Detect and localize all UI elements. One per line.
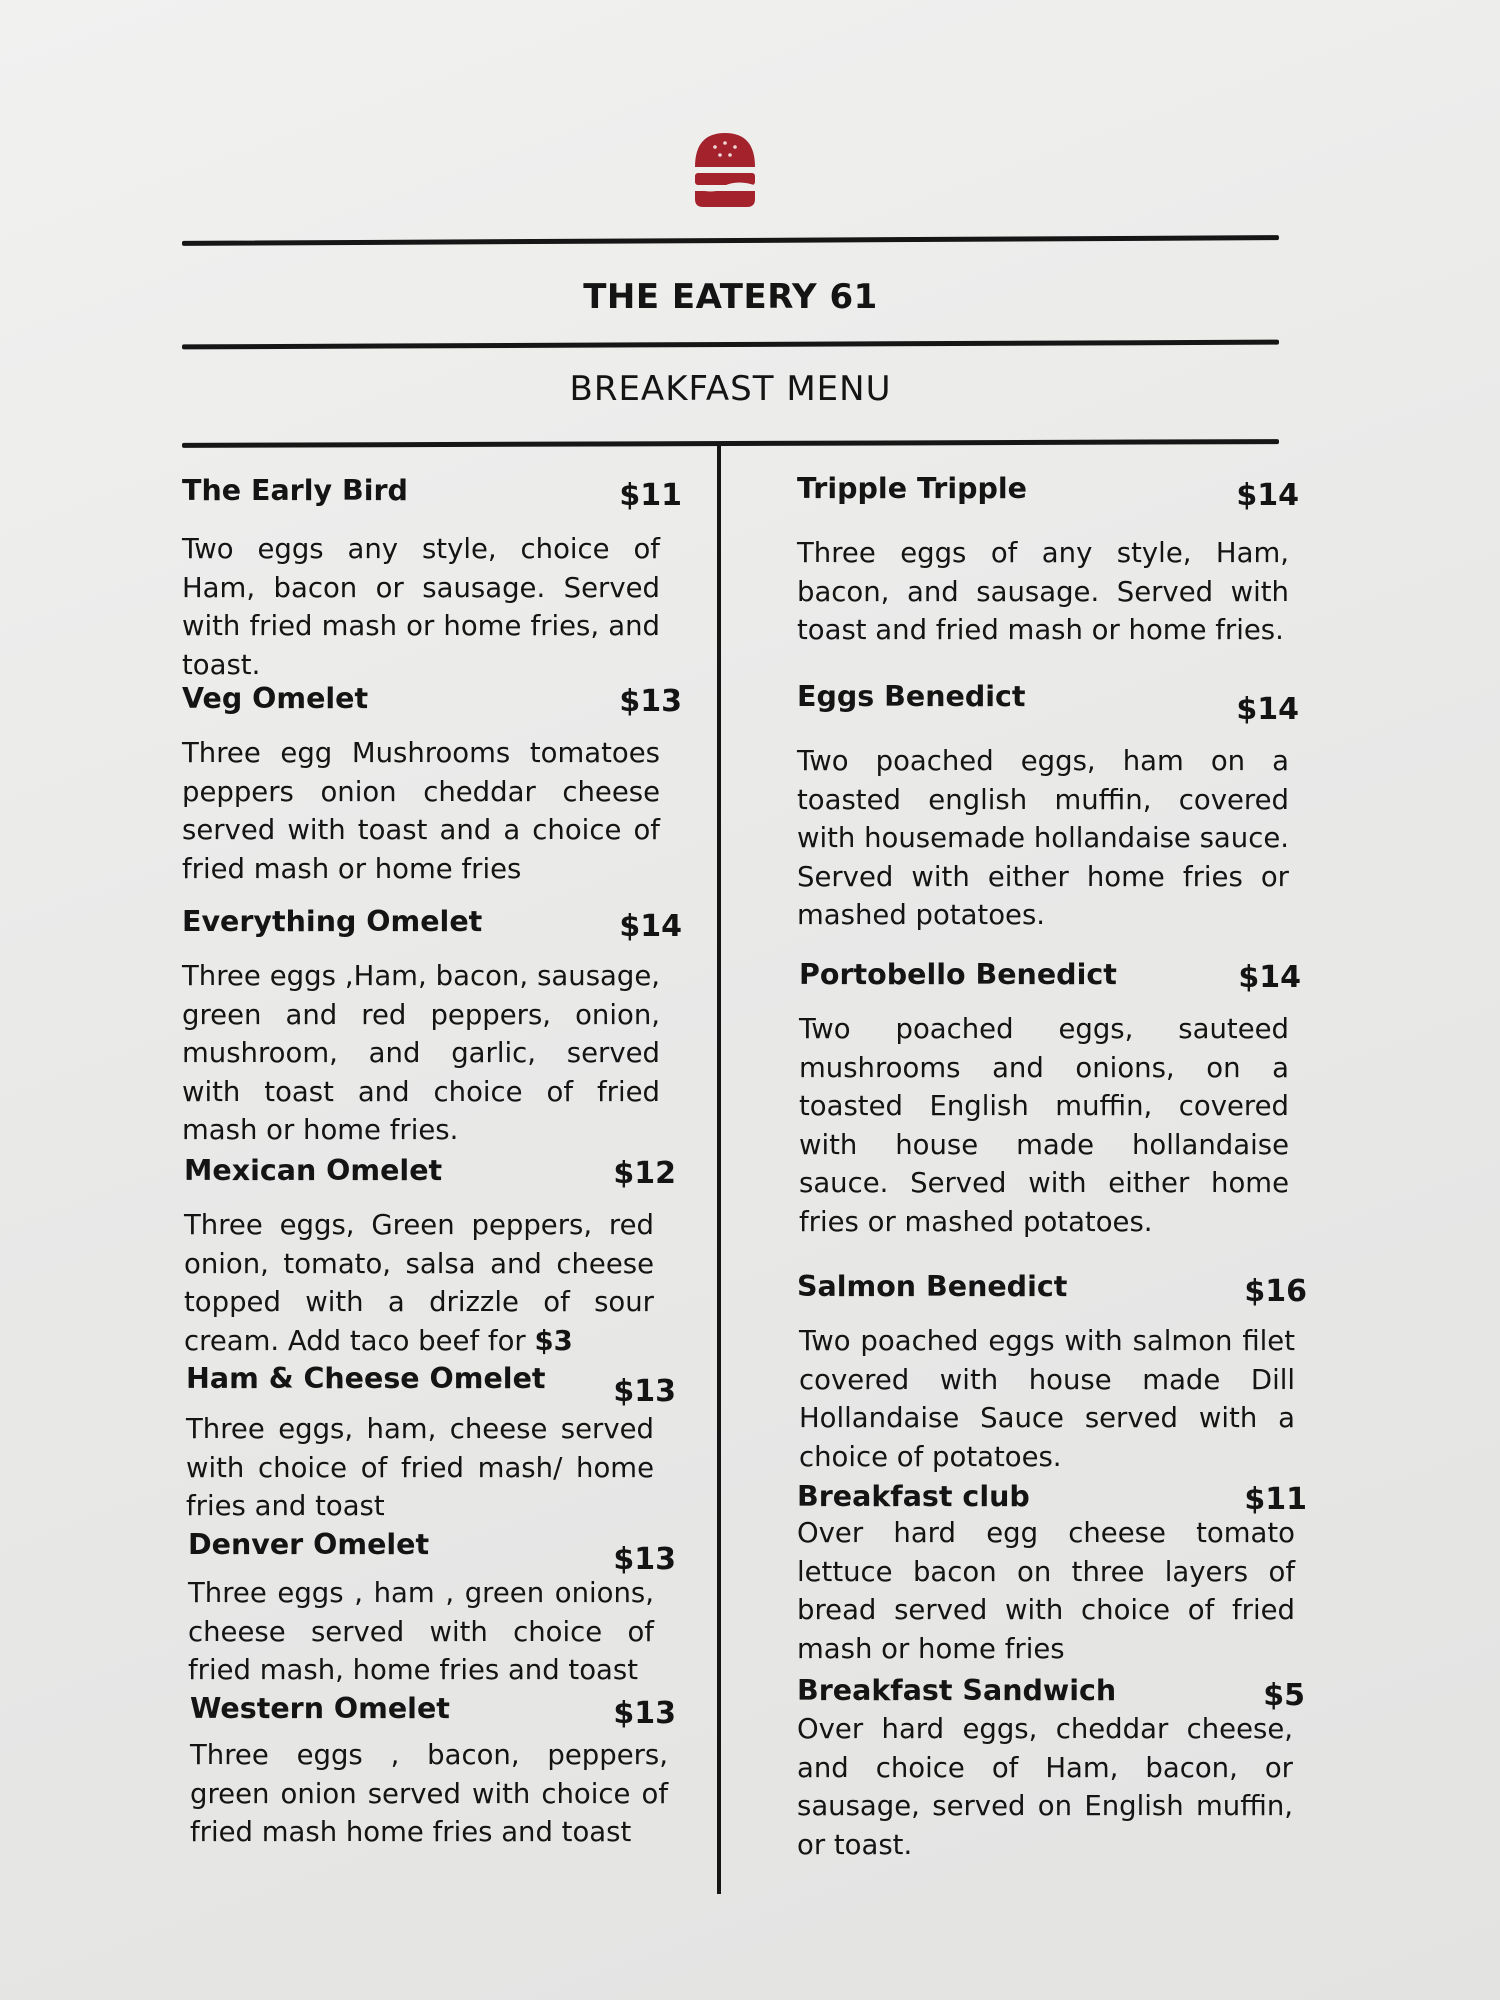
item-name: Breakfast Sandwich <box>797 1674 1117 1707</box>
menu-item <box>797 1270 1307 1473</box>
column-divider <box>717 446 721 1894</box>
menu-item <box>797 680 1299 940</box>
item-price: $11 <box>1244 1482 1307 1517</box>
item-price: $14 <box>1236 478 1299 513</box>
item-name: Mexican Omelet <box>184 1154 443 1187</box>
item-price: $13 <box>613 1374 676 1409</box>
menu-item <box>186 1362 676 1522</box>
item-price: $14 <box>619 909 682 944</box>
subtitle-divider <box>182 439 1279 448</box>
addon-price: $3 <box>534 1324 573 1357</box>
menu-item <box>797 472 1299 652</box>
item-price: $13 <box>613 1696 676 1731</box>
restaurant-name: THE EATERY 61 <box>583 277 878 317</box>
item-name: Everything Omelet <box>182 905 483 938</box>
item-description: Two poached eggs, sauteed mushrooms and onions, on a toasted English muffin, covered with house made hollandaise sauce. Served with either home fries or mashed potatoes. <box>799 1013 1289 1238</box>
menu-item <box>797 1480 1307 1680</box>
menu-item <box>188 1528 676 1688</box>
top-divider <box>182 235 1279 246</box>
item-description: Three eggs of any style, Ham, bacon, and sausage. Served with toast and fried mash or home fries. <box>797 537 1289 646</box>
item-name: Portobello Benedict <box>799 958 1117 991</box>
item-name: Ham & Cheese Omelet <box>186 1362 546 1395</box>
item-description: Three eggs , bacon, peppers, green onion served with choice of fried mash home fries and toast <box>190 1739 668 1848</box>
item-name: The Early Bird <box>182 474 408 507</box>
menu-subtitle: BREAKFAST MENU <box>569 369 892 409</box>
item-name: Veg Omelet <box>182 682 369 715</box>
item-description: Three eggs, Green peppers, red onion, tomato, salsa and cheese topped with a drizzle of sour cream. Add taco beef for <box>184 1209 654 1357</box>
item-description: Three eggs, ham, cheese served with choice of fried mash/ home fries and toast <box>186 1413 654 1522</box>
menu-item <box>190 1692 676 1852</box>
item-description: Three eggs ,Ham, bacon, sausage, green and red peppers, onion, mushroom, and garlic, served with toast and choice of fried mash or home fries. <box>182 960 660 1146</box>
menu-item <box>182 905 682 1146</box>
item-price: $14 <box>1236 692 1299 727</box>
title-divider <box>182 340 1279 350</box>
item-price: $13 <box>613 1542 676 1577</box>
menu-item <box>799 958 1301 1238</box>
menu-item <box>797 1674 1305 1874</box>
item-description: Two eggs any style, choice of Ham, bacon or sausage. Served with fried mash or home fries, and toast. <box>182 533 660 681</box>
item-description: Three egg Mushrooms tomatoes peppers onion cheddar cheese served with toast and a choice of fried mash or home fries <box>182 737 660 885</box>
menu-item <box>182 682 682 885</box>
menu-item <box>184 1154 676 1357</box>
item-description: Over hard eggs, cheddar cheese, and choice of Ham, bacon, or sausage, served on English muffin, or toast. <box>797 1713 1293 1861</box>
burger-logo-icon <box>691 131 759 209</box>
item-name: Tripple Tripple <box>797 472 1027 505</box>
item-name: Breakfast club <box>797 1480 1030 1513</box>
item-price: $5 <box>1263 1678 1305 1713</box>
item-name: Western Omelet <box>190 1692 450 1725</box>
item-name: Salmon Benedict <box>797 1270 1068 1303</box>
item-name: Denver Omelet <box>188 1528 430 1561</box>
item-description: Three eggs , ham , green onions, cheese served with choice of fried mash, home fries and toast <box>188 1577 654 1686</box>
item-price: $16 <box>1244 1274 1307 1309</box>
item-description: Over hard egg cheese tomato lettuce bacon on three layers of bread served with choice of fried mash or home fries <box>797 1517 1295 1665</box>
item-description: Two poached eggs, ham on a toasted english muffin, covered with housemade hollandaise sauce. Served with either home fries or mashed potatoes. <box>797 745 1289 931</box>
menu-item <box>182 474 682 684</box>
item-price: $14 <box>1238 960 1301 995</box>
item-price: $11 <box>619 478 682 513</box>
item-price: $13 <box>619 684 682 719</box>
item-description: Two poached eggs with salmon filet covered with house made Dill Hollandaise Sauce served with a choice of potatoes. <box>799 1325 1295 1473</box>
item-price: $12 <box>613 1156 676 1191</box>
item-name: Eggs Benedict <box>797 680 1026 713</box>
